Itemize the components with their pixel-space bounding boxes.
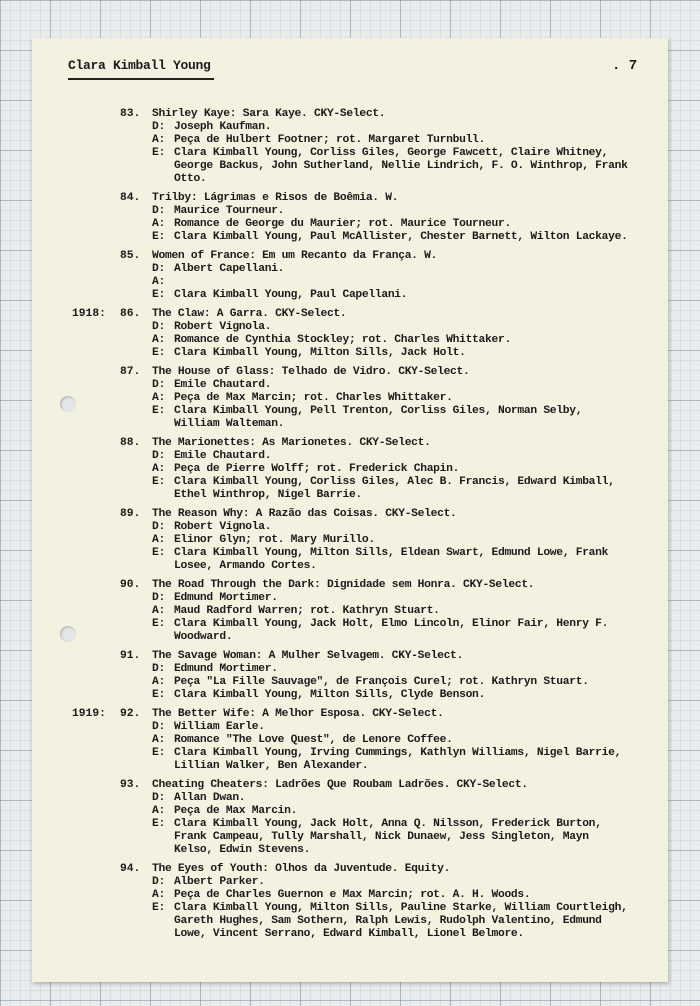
credit-label: D: [152, 121, 165, 133]
credit-line [152, 876, 632, 889]
credit-text: Joseph Kaufman. [174, 121, 272, 133]
credit-label: E: [152, 476, 165, 488]
credit-text: Clara Kimball Young, Jack Holt, Elmo Lincoln, Elinor Fair, Henry F. Woodward. [174, 618, 609, 643]
credit-line [152, 534, 632, 547]
credit-text: Peça de Max Marcin. [174, 805, 298, 817]
credit-label: E: [152, 547, 165, 559]
credit-label: E: [152, 147, 165, 159]
credit-label: D: [152, 321, 165, 333]
credit-line [152, 121, 632, 134]
credit-line [152, 379, 632, 392]
credit-text: Clara Kimball Young, Corliss Giles, George Fawcett, Claire Whitney, George Backus, John Sutherland, Nellie Lindrich, F. O. Winthrop, Frank Otto. [174, 147, 628, 185]
credit-line [152, 463, 632, 476]
credit-label: E: [152, 618, 165, 630]
credit-label: E: [152, 747, 165, 759]
entry-title: Trilby: Lágrimas e Risos de Boêmia. W. [152, 192, 399, 204]
entry-number: 92. [120, 708, 141, 720]
credit-line [152, 231, 632, 244]
credit-label: A: [152, 334, 165, 346]
credit-label: D: [152, 450, 165, 462]
credit-text [174, 276, 632, 289]
credit-line [152, 276, 632, 289]
credit-line [152, 134, 632, 147]
credit-label: A: [152, 276, 165, 288]
entry-number: 86. [120, 308, 141, 320]
credit-text: Edmund Mortimer. [174, 663, 278, 675]
credit-label: D: [152, 592, 165, 604]
credit-label: A: [152, 218, 165, 230]
credit-line [152, 747, 632, 773]
entry-number: 89. [120, 508, 141, 520]
header-underline [68, 78, 214, 80]
credit-label: A: [152, 134, 165, 146]
credit-text: Clara Kimball Young, Pell Trenton, Corliss Giles, Norman Selby, William Walteman. [174, 405, 583, 430]
credit-label: D: [152, 876, 165, 888]
film-entry [32, 366, 668, 431]
credit-text: Peça de Charles Guernon e Max Marcin; rot. A. H. Woods. [174, 889, 531, 901]
credit-label: E: [152, 689, 165, 701]
entry-title: The Road Through the Dark: Dignidade sem Honra. CKY-Select. [152, 579, 535, 591]
credit-line [152, 405, 632, 431]
credit-text: Clara Kimball Young, Milton Sills, Pauline Starke, William Courtleigh, Gareth Hughes, Sam Sothern, Ralph Lewis, Rudolph Valentino, Edmund Lowe, Vincent Serrano, Edward Kimball, Lionel Belmore. [174, 902, 628, 940]
credit-line [152, 476, 632, 502]
credit-line [152, 347, 632, 360]
credit-label: A: [152, 605, 165, 617]
credit-text: Clara Kimball Young, Milton Sills, Eldean Swart, Edmund Lowe, Frank Losee, Armando Cortes. [174, 547, 609, 572]
credit-label: A: [152, 463, 165, 475]
credit-line [152, 663, 632, 676]
credit-label: E: [152, 818, 165, 830]
credit-line [152, 618, 632, 644]
credit-label: A: [152, 392, 165, 404]
credit-text: Edmund Mortimer. [174, 592, 278, 604]
credit-line [152, 676, 632, 689]
credit-text: Clara Kimball Young, Corliss Giles, Alec B. Francis, Edward Kimball, Ethel Winthrop, Nigel Barrie. [174, 476, 615, 501]
credit-line [152, 592, 632, 605]
credit-text: Peça "La Fille Sauvage", de François Curel; rot. Kathryn Stuart. [174, 676, 589, 688]
credit-label: D: [152, 721, 165, 733]
entry-number: 85. [120, 250, 141, 262]
credit-text: Clara Kimball Young, Milton Sills, Clyde Benson. [174, 689, 486, 701]
credit-line [152, 521, 632, 534]
credit-text: William Earle. [174, 721, 265, 733]
entry-number: 91. [120, 650, 141, 662]
credit-text: Peça de Hulbert Footner; rot. Margaret Turnbull. [174, 134, 486, 146]
entry-number: 90. [120, 579, 141, 591]
credit-line [152, 205, 632, 218]
entry-title: Cheating Cheaters: Ladrões Que Roubam Ladrões. CKY-Select. [152, 779, 528, 791]
credit-label: E: [152, 231, 165, 243]
film-entry [32, 108, 668, 186]
credit-line [152, 689, 632, 702]
film-entry [32, 508, 668, 573]
credit-line [152, 392, 632, 405]
credit-text: Allan Dwan. [174, 792, 246, 804]
credit-text: Romance "The Love Quest", de Lenore Coffee. [174, 734, 453, 746]
credit-line [152, 734, 632, 747]
entry-title: The Savage Woman: A Mulher Selvagem. CKY-Select. [152, 650, 464, 662]
credit-text: Clara Kimball Young, Paul McAllister, Chester Barnett, Wilton Lackaye. [174, 231, 628, 243]
credit-text: Emile Chautard. [174, 379, 272, 391]
credit-label: A: [152, 805, 165, 817]
film-entry [32, 192, 668, 244]
credit-line [152, 263, 632, 276]
entry-title: The Claw: A Garra. CKY-Select. [152, 308, 347, 320]
credit-text: Romance de George du Maurier; rot. Maurice Tourneur. [174, 218, 511, 230]
film-entry [32, 863, 668, 941]
credit-line [152, 792, 632, 805]
credit-line [152, 605, 632, 618]
credit-text: Clara Kimball Young, Milton Sills, Jack Holt. [174, 347, 466, 359]
entry-number: 88. [120, 437, 141, 449]
credit-line [152, 321, 632, 334]
credit-line [152, 450, 632, 463]
credit-text: Maurice Tourneur. [174, 205, 285, 217]
credit-line [152, 889, 632, 902]
credit-label: D: [152, 205, 165, 217]
credit-line [152, 289, 632, 302]
credit-label: A: [152, 734, 165, 746]
entry-title: The Eyes of Youth: Olhos da Juventude. Equity. [152, 863, 451, 875]
credit-text: Robert Vignola. [174, 521, 272, 533]
credit-line [152, 334, 632, 347]
credit-label: A: [152, 889, 165, 901]
credit-text: Peça de Max Marcin; rot. Charles Whittaker. [174, 392, 453, 404]
entry-title: Shirley Kaye: Sara Kaye. CKY-Select. [152, 108, 386, 120]
credit-text: Elinor Glyn; rot. Mary Murillo. [174, 534, 375, 546]
credit-label: A: [152, 676, 165, 688]
header-actress-name: Clara Kimball Young [68, 58, 211, 73]
credit-line [152, 218, 632, 231]
credit-label: E: [152, 347, 165, 359]
credit-label: D: [152, 663, 165, 675]
page-number: . 7 [612, 58, 638, 74]
credit-label: D: [152, 792, 165, 804]
credit-text: Robert Vignola. [174, 321, 272, 333]
credit-label: E: [152, 289, 165, 301]
film-entry [32, 308, 668, 360]
credit-line [152, 818, 632, 857]
credit-label: E: [152, 902, 165, 914]
entry-title: Women of France: Em um Recanto da França. W. [152, 250, 438, 262]
entry-number: 93. [120, 779, 141, 791]
entry-title: The Better Wife: A Melhor Esposa. CKY-Select. [152, 708, 444, 720]
entry-number: 84. [120, 192, 141, 204]
credit-line [152, 902, 632, 941]
film-entry [32, 708, 668, 773]
film-entry [32, 579, 668, 644]
credit-line [152, 147, 632, 186]
entry-title: The House of Glass: Telhado de Vidro. CKY-Select. [152, 366, 470, 378]
credit-label: D: [152, 521, 165, 533]
entry-number: 94. [120, 863, 141, 875]
credit-label: E: [152, 405, 165, 417]
credit-line [152, 805, 632, 818]
document-page [32, 38, 668, 982]
credit-text: Romance de Cynthia Stockley; rot. Charles Whittaker. [174, 334, 511, 346]
entry-number: 83. [120, 108, 141, 120]
film-entry [32, 437, 668, 502]
credit-text: Albert Parker. [174, 876, 265, 888]
credit-label: A: [152, 534, 165, 546]
credit-text: Clara Kimball Young, Jack Holt, Anna Q. Nilsson, Frederick Burton, Frank Campeau, Tully Marshall, Nick Dunaew, Jess Singleton, Mayn Kelso, Edwin Stevens. [174, 818, 602, 856]
credit-text: Maud Radford Warren; rot. Kathryn Stuart. [174, 605, 440, 617]
entry-title: The Marionettes: As Marionetes. CKY-Select. [152, 437, 431, 449]
credit-text: Peça de Pierre Wolff; rot. Frederick Chapin. [174, 463, 460, 475]
credit-text: Albert Capellani. [174, 263, 285, 275]
credit-label: D: [152, 379, 165, 391]
film-entry [32, 250, 668, 302]
film-entry [32, 650, 668, 702]
credit-text: Clara Kimball Young, Irving Cummings, Kathlyn Williams, Nigel Barrie, Lillian Walker, Ben Alexander. [174, 747, 622, 772]
entry-number: 87. [120, 366, 141, 378]
credit-text: Clara Kimball Young, Paul Capellani. [174, 289, 408, 301]
entry-year: 1919: [72, 708, 106, 720]
entry-title: The Reason Why: A Razão das Coisas. CKY-Select. [152, 508, 457, 520]
credit-line [152, 721, 632, 734]
filmography-list [32, 108, 668, 947]
film-entry [32, 779, 668, 857]
entry-year: 1918: [72, 308, 106, 320]
credit-line [152, 547, 632, 573]
credit-text: Emile Chautard. [174, 450, 272, 462]
credit-label: D: [152, 263, 165, 275]
